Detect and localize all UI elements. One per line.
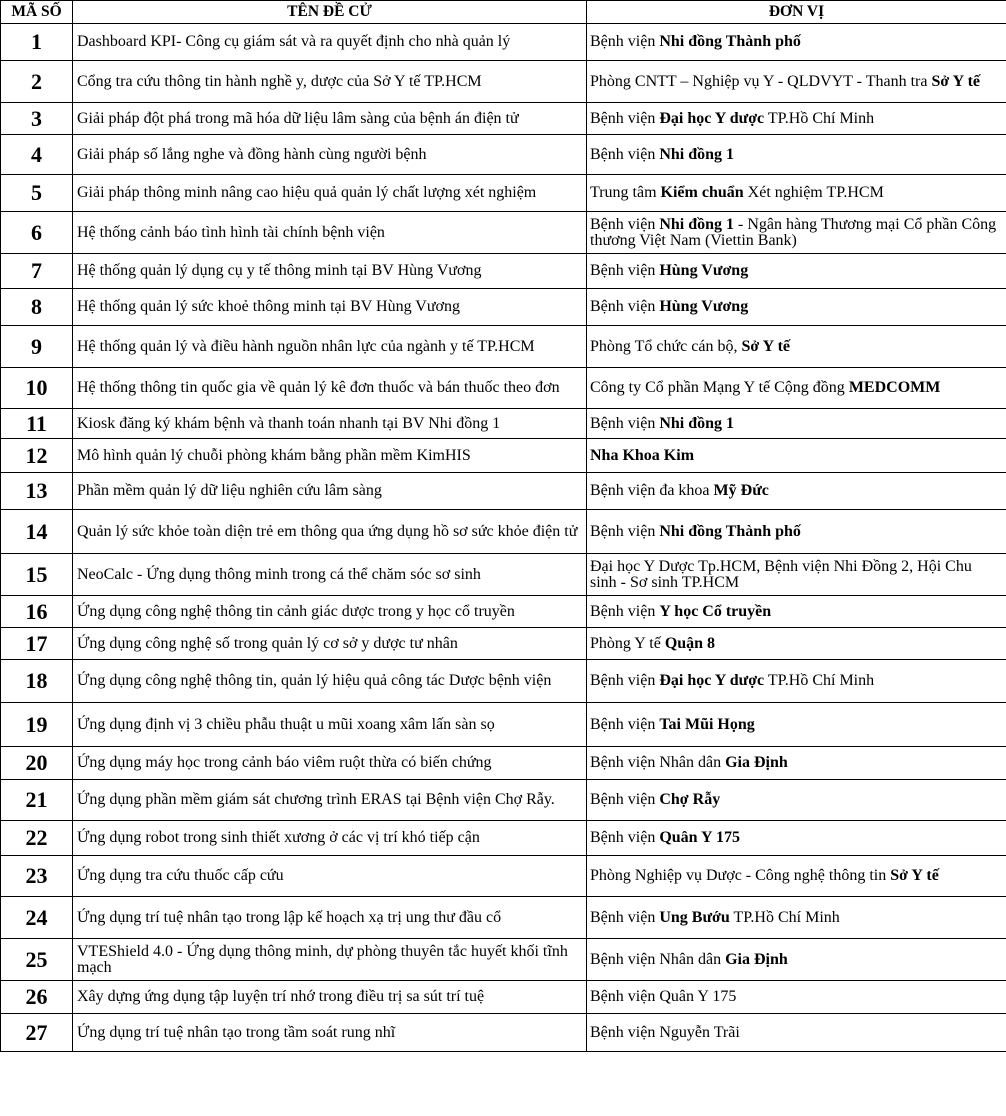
unit-cell [587, 821, 1006, 856]
table-row [1, 939, 1006, 981]
unit-bold-text: Chợ Rẫy [659, 791, 721, 808]
row-number: 13 [1, 473, 73, 510]
unit-cell [587, 660, 1006, 703]
unit-bold-text: Sở Y tế [741, 337, 791, 355]
nominee-name: Mô hình quản lý chuỗi phòng khám bằng phần mềm KimHIS [73, 439, 587, 473]
nominee-name: Phần mềm quản lý dữ liệu nghiên cứu lâm sàng [73, 473, 587, 510]
table-row [1, 289, 1006, 326]
unit-text: Bệnh viện [590, 414, 660, 432]
nominee-name: Ứng dụng công nghệ thông tin, quản lý hiệu quả công tác Dược bệnh viện [73, 660, 587, 703]
unit-bold-text: Nhi đồng 1 [659, 145, 735, 163]
table-row [1, 212, 1006, 254]
row-number: 11 [1, 409, 73, 439]
nominee-name: Ứng dụng trí tuệ nhân tạo trong lập kế hoạch xạ trị ung thư đầu cổ [73, 897, 587, 939]
unit-cell [587, 628, 1006, 660]
table-body [1, 24, 1006, 1052]
unit-cell [587, 897, 1006, 939]
unit-bold-text: Đại học Y dược [659, 109, 765, 127]
table-row [1, 780, 1006, 821]
unit-cell [587, 103, 1006, 135]
unit-text: Bệnh viện [590, 298, 660, 315]
row-number: 22 [1, 821, 73, 856]
unit-text: Đại học Y Dược Tp.HCM, Bệnh viện Nhi Đồng 2, Hội Chu sinh - Sơ sinh TP.HCM [590, 557, 972, 591]
unit-bold-text: Tai Mũi Họng [659, 715, 755, 733]
row-number: 3 [1, 103, 73, 135]
unit-text: Bệnh viện [590, 33, 660, 50]
unit-text: TP.Hồ Chí Minh [729, 908, 840, 926]
nominee-name: Ứng dụng phần mềm giám sát chương trình ERAS tại Bệnh viện Chợ Rẫy. [73, 780, 587, 821]
unit-bold-text: Nhi đồng 1 [659, 414, 735, 432]
unit-cell [587, 856, 1006, 897]
unit-bold-text: Gia Định [725, 754, 788, 771]
table-row [1, 897, 1006, 939]
unit-text: Bệnh viện [590, 262, 660, 279]
unit-bold-text: Mỹ Đức [713, 482, 769, 499]
unit-bold-text: Sở Y tế [931, 72, 981, 90]
unit-cell [587, 981, 1006, 1014]
unit-cell [587, 1014, 1006, 1052]
unit-cell [587, 24, 1006, 61]
unit-text: Bệnh viện [590, 715, 660, 733]
table-row [1, 981, 1006, 1014]
unit-bold-text: Đại học Y dược [659, 672, 765, 689]
unit-text: Bệnh viện [590, 602, 660, 620]
unit-bold-text: Ung Bướu [659, 908, 730, 926]
unit-bold-text: Y học Cổ truyền [659, 602, 772, 620]
header-name: TÊN ĐỀ CỬ [73, 1, 587, 24]
nominee-name: Ứng dụng định vị 3 chiều phẫu thuật u mũi xoang xâm lấn sàn sọ [73, 703, 587, 747]
nominee-name: VTEShield 4.0 - Ứng dụng thông minh, dự phòng thuyên tắc huyết khối tĩnh mạch [73, 939, 587, 981]
nominee-name: Hệ thống cảnh báo tình hình tài chính bệnh viện [73, 212, 587, 254]
table-row [1, 254, 1006, 289]
unit-cell [587, 61, 1006, 103]
unit-text: Bệnh viện đa khoa [590, 482, 714, 499]
row-number: 2 [1, 61, 73, 103]
unit-text: Công ty Cổ phần Mạng Y tế Cộng đồng [590, 379, 849, 396]
row-number: 4 [1, 135, 73, 175]
nominee-name: Ứng dụng công nghệ số trong quản lý cơ sở y dược tư nhân [73, 628, 587, 660]
row-number: 6 [1, 212, 73, 254]
nominee-name: Dashboard KPI- Công cụ giám sát và ra quyết định cho nhà quản lý [73, 24, 587, 61]
table-row [1, 554, 1006, 596]
table-row [1, 135, 1006, 175]
unit-bold-text: Sở Y tế [890, 867, 939, 884]
row-number: 17 [1, 628, 73, 660]
nominee-name: Hệ thống quản lý và điều hành nguồn nhân lực của ngành y tế TP.HCM [73, 326, 587, 368]
unit-bold-text: Nha Khoa Kim [590, 446, 695, 464]
unit-bold-text: Hùng Vương [659, 262, 749, 279]
unit-cell [587, 747, 1006, 780]
nominee-name: Giải pháp thông minh nâng cao hiệu quả quản lý chất lượng xét nghiệm [73, 175, 587, 212]
table-row [1, 596, 1006, 628]
unit-text: TP.Hồ Chí Minh [764, 109, 875, 127]
unit-text: Xét nghiệm TP.HCM [743, 184, 884, 201]
table-row [1, 510, 1006, 554]
unit-cell [587, 703, 1006, 747]
table-row [1, 439, 1006, 473]
row-number: 24 [1, 897, 73, 939]
unit-text: - Ngân hàng Thương mại Cổ phần Công thương Việt Nam (Viettin Bank) [590, 215, 997, 249]
unit-text: Bệnh viện [590, 145, 660, 163]
unit-bold-text: Hùng Vương [659, 298, 749, 315]
nominee-name: Ứng dụng trí tuệ nhân tạo trong tầm soát rung nhĩ [73, 1014, 587, 1052]
nominee-name: Ứng dụng tra cứu thuốc cấp cứu [73, 856, 587, 897]
row-number: 27 [1, 1014, 73, 1052]
table-row [1, 103, 1006, 135]
row-number: 8 [1, 289, 73, 326]
unit-cell [587, 409, 1006, 439]
unit-text: Bệnh viện [590, 829, 660, 846]
unit-bold-text: Nhi đồng 1 [659, 215, 735, 233]
table-row [1, 409, 1006, 439]
nominee-name: Giải pháp số lắng nghe và đồng hành cùng người bệnh [73, 135, 587, 175]
row-number: 19 [1, 703, 73, 747]
table-row [1, 660, 1006, 703]
row-number: 16 [1, 596, 73, 628]
table-row [1, 821, 1006, 856]
unit-text: Bệnh viện [590, 109, 660, 127]
unit-text: TP.Hồ Chí Minh [764, 672, 875, 689]
unit-cell [587, 780, 1006, 821]
unit-text: Bệnh viện [590, 522, 660, 540]
unit-cell [587, 289, 1006, 326]
unit-text: Phòng Tổ chức cán bộ, [590, 337, 742, 355]
unit-text: Bệnh viện Nguyễn Trãi [590, 1023, 740, 1041]
row-number: 7 [1, 254, 73, 289]
nominee-name: Kiosk đăng ký khám bệnh và thanh toán nhanh tại BV Nhi đồng 1 [73, 409, 587, 439]
table-row [1, 747, 1006, 780]
table-row [1, 175, 1006, 212]
nominee-name: Hệ thống thông tin quốc gia về quản lý kê đơn thuốc và bán thuốc theo đơn [73, 368, 587, 409]
row-number: 5 [1, 175, 73, 212]
unit-bold-text: Quân Y 175 [659, 829, 740, 846]
nominee-name: Ứng dụng robot trong sinh thiết xương ở các vị trí khó tiếp cận [73, 821, 587, 856]
unit-text: Phòng Y tế [590, 634, 665, 652]
table-row [1, 1014, 1006, 1052]
unit-cell [587, 939, 1006, 981]
row-number: 15 [1, 554, 73, 596]
unit-cell [587, 439, 1006, 473]
unit-cell [587, 473, 1006, 510]
nominee-name: Xây dựng ứng dụng tập luyện trí nhớ trong điều trị sa sút trí tuệ [73, 981, 587, 1014]
nominee-name: Ứng dụng công nghệ thông tin cảnh giác dược trong y học cổ truyền [73, 596, 587, 628]
unit-cell [587, 175, 1006, 212]
unit-bold-text: Gia Định [725, 950, 788, 968]
unit-bold-text: Quận 8 [664, 634, 716, 652]
nominee-name: Cổng tra cứu thông tin hành nghề y, dược của Sở Y tế TP.HCM [73, 61, 587, 103]
unit-bold-text: MEDCOMM [848, 379, 941, 396]
row-number: 20 [1, 747, 73, 780]
table-row [1, 703, 1006, 747]
unit-text: Bệnh viện Quân Y 175 [590, 988, 737, 1005]
unit-cell [587, 135, 1006, 175]
row-number: 25 [1, 939, 73, 981]
unit-text: Bệnh viện Nhân dân [590, 754, 726, 771]
nominee-name: Giải pháp đột phá trong mã hóa dữ liệu lâm sàng của bệnh án điện tử [73, 103, 587, 135]
unit-cell [587, 326, 1006, 368]
unit-text: Bệnh viện [590, 672, 660, 689]
row-number: 10 [1, 368, 73, 409]
unit-text: Phòng CNTT – Nghiệp vụ Y - QLDVYT - Thanh tra [590, 72, 932, 90]
unit-text: Bệnh viện [590, 908, 660, 926]
unit-text: Bệnh viện [590, 215, 660, 233]
row-number: 12 [1, 439, 73, 473]
unit-text: Bệnh viện [590, 791, 660, 808]
nominee-name: Hệ thống quản lý dụng cụ y tế thông minh tại BV Hùng Vương [73, 254, 587, 289]
unit-text: Phòng Nghiệp vụ Dược - Công nghệ thông tin [590, 867, 891, 884]
unit-cell [587, 554, 1006, 596]
table-row [1, 368, 1006, 409]
header-row [1, 1, 1006, 24]
unit-bold-text: Kiểm chuẩn [660, 184, 744, 201]
row-number: 1 [1, 24, 73, 61]
row-number: 26 [1, 981, 73, 1014]
row-number: 9 [1, 326, 73, 368]
row-number: 18 [1, 660, 73, 703]
nominee-name: Quản lý sức khỏe toàn diện trẻ em thông qua ứng dụng hồ sơ sức khỏe điện tử [73, 510, 587, 554]
nominee-name: NeoCalc - Ứng dụng thông minh trong cá thể chăm sóc sơ sinh [73, 554, 587, 596]
unit-cell [587, 510, 1006, 554]
unit-cell [587, 212, 1006, 254]
nominee-name: Hệ thống quản lý sức khoẻ thông minh tại BV Hùng Vương [73, 289, 587, 326]
unit-text: Trung tâm [590, 184, 661, 201]
table-row [1, 24, 1006, 61]
unit-cell [587, 368, 1006, 409]
row-number: 14 [1, 510, 73, 554]
header-unit: ĐƠN VỊ [587, 1, 1006, 24]
table-row [1, 856, 1006, 897]
header-number: MÃ SỐ [1, 1, 73, 24]
row-number: 23 [1, 856, 73, 897]
table-row [1, 61, 1006, 103]
nominee-name: Ứng dụng máy học trong cảnh báo viêm ruột thừa có biến chứng [73, 747, 587, 780]
row-number: 21 [1, 780, 73, 821]
unit-cell [587, 254, 1006, 289]
unit-text: Bệnh viện Nhân dân [590, 950, 726, 968]
unit-cell [587, 596, 1006, 628]
table-row [1, 628, 1006, 660]
table-row [1, 326, 1006, 368]
table-row [1, 473, 1006, 510]
unit-bold-text: Nhi đồng Thành phố [659, 33, 801, 50]
unit-bold-text: Nhi đồng Thành phố [659, 522, 801, 540]
